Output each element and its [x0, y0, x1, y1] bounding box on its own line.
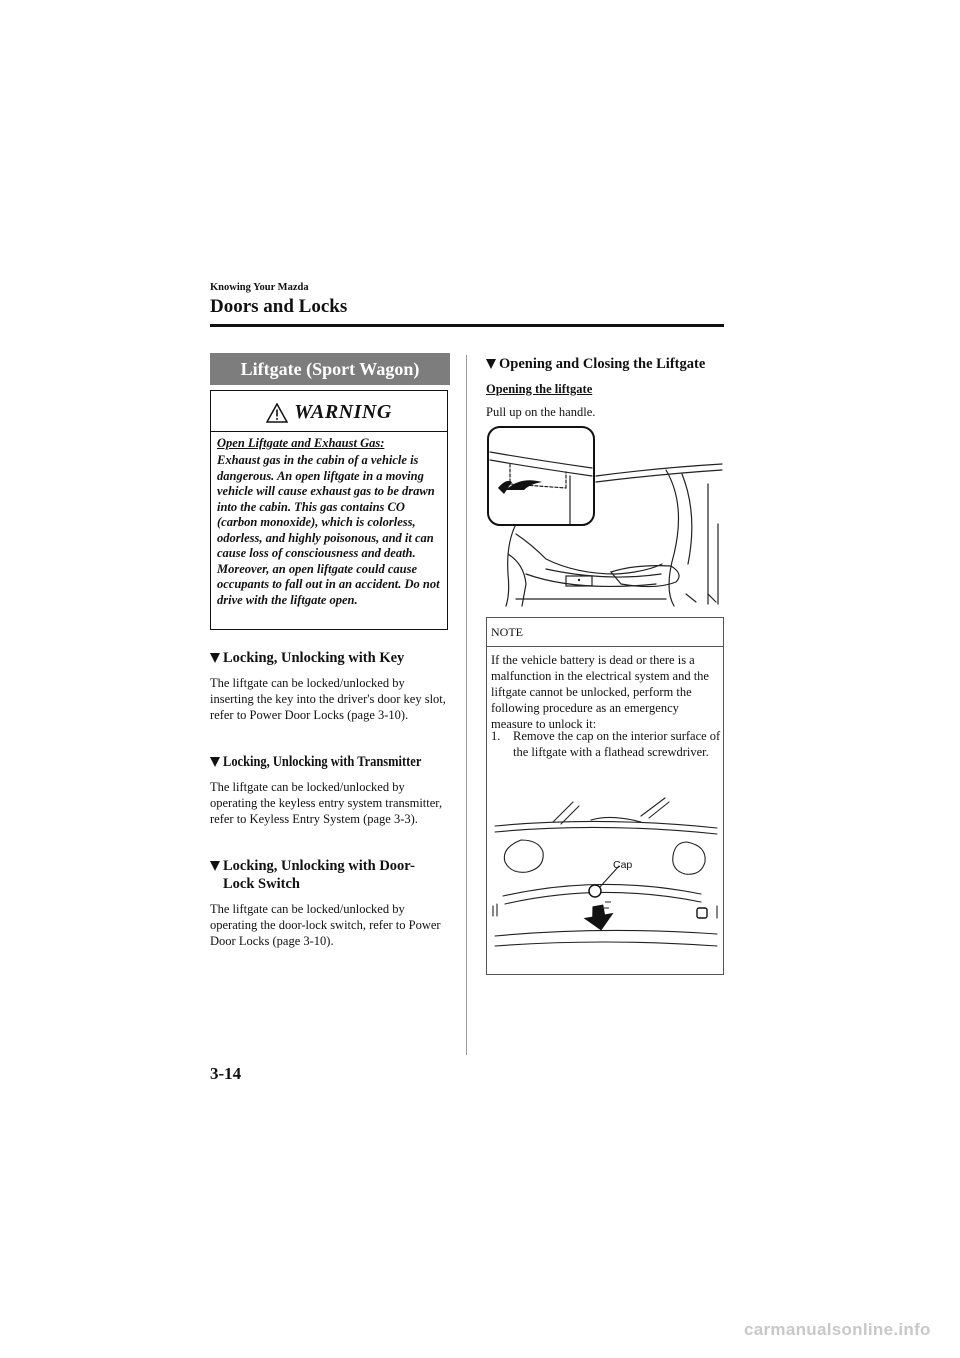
section-banner: Liftgate (Sport Wagon) — [210, 353, 450, 385]
warning-text: Exhaust gas in the cabin of a vehicle is dangerous. An open liftgate in a moving vehicle will cause exhaust gas to be drawn into the cabin. This gas contains CO (carbon monoxide), which is colorless, odorless, and highly poisonous, and it can cause loss of consciousness and death. Moreover, an open liftgate could cause occupants to fall out in an accident. Do not drive with the liftgate open. — [217, 453, 440, 607]
step-number: 1. — [491, 729, 501, 743]
warning-title: WARNING — [294, 401, 392, 423]
section-heading-transmitter: Locking, Unlocking with Transmitter — [210, 753, 460, 771]
note-step-1 — [491, 728, 721, 760]
header-rule — [210, 324, 724, 327]
triangle-bullet-icon — [210, 861, 220, 871]
triangle-bullet-icon — [486, 359, 496, 369]
liftgate-handle-illustration — [486, 424, 726, 609]
instruction-pull-handle: Pull up on the handle. — [486, 405, 596, 419]
watermark: carmanualsonline.info — [744, 1320, 931, 1339]
section-text-transmitter: The liftgate can be locked/unlocked by operating the keyless entry system transmitter, refer to Keyless Entry System (page 3-3). — [210, 780, 443, 826]
page-title: Doors and Locks — [210, 296, 348, 317]
section-text-door-lock: The liftgate can be locked/unlocked by operating the door-lock switch, refer to Power Door Locks (page 3-10). — [210, 902, 441, 948]
note-rule — [487, 646, 723, 647]
note-box — [486, 617, 724, 975]
triangle-bullet-icon — [210, 757, 220, 767]
step-text: Remove the cap on the interior surface of the liftgate with a flathead screwdriver. — [513, 729, 721, 759]
note-text: If the vehicle battery is dead or there is a malfunction in the electrical system and the liftgate cannot be unlocked, perform the following procedure as an emergency measure to unlock it: — [491, 653, 709, 731]
running-header-section: Knowing Your Mazda — [210, 282, 309, 293]
page-number: 3-14 — [210, 1064, 242, 1083]
warning-rule — [211, 431, 447, 432]
section-heading-opening: Opening and Closing the Liftgate — [486, 355, 736, 373]
triangle-bullet-icon — [210, 653, 220, 663]
subheading-opening: Opening the liftgate — [486, 382, 593, 396]
note-label: NOTE — [491, 625, 523, 639]
section-heading-door-lock: Locking, Unlocking with Door- Lock Switch — [210, 857, 460, 893]
cap-callout-label: Cap — [613, 859, 633, 871]
warning-box — [210, 390, 448, 630]
section-text-key: The liftgate can be locked/unlocked by inserting the key into the driver's door key slot, refer to Power Door Locks (page 3-10). — [210, 676, 446, 722]
section-heading-key: Locking, Unlocking with Key — [210, 649, 460, 667]
cap-location-illustration — [491, 796, 721, 966]
warning-heading: Open Liftgate and Exhaust Gas: — [217, 436, 385, 450]
column-divider — [466, 355, 467, 1055]
warning-triangle-icon — [266, 403, 288, 423]
warning-title-row — [211, 401, 447, 424]
